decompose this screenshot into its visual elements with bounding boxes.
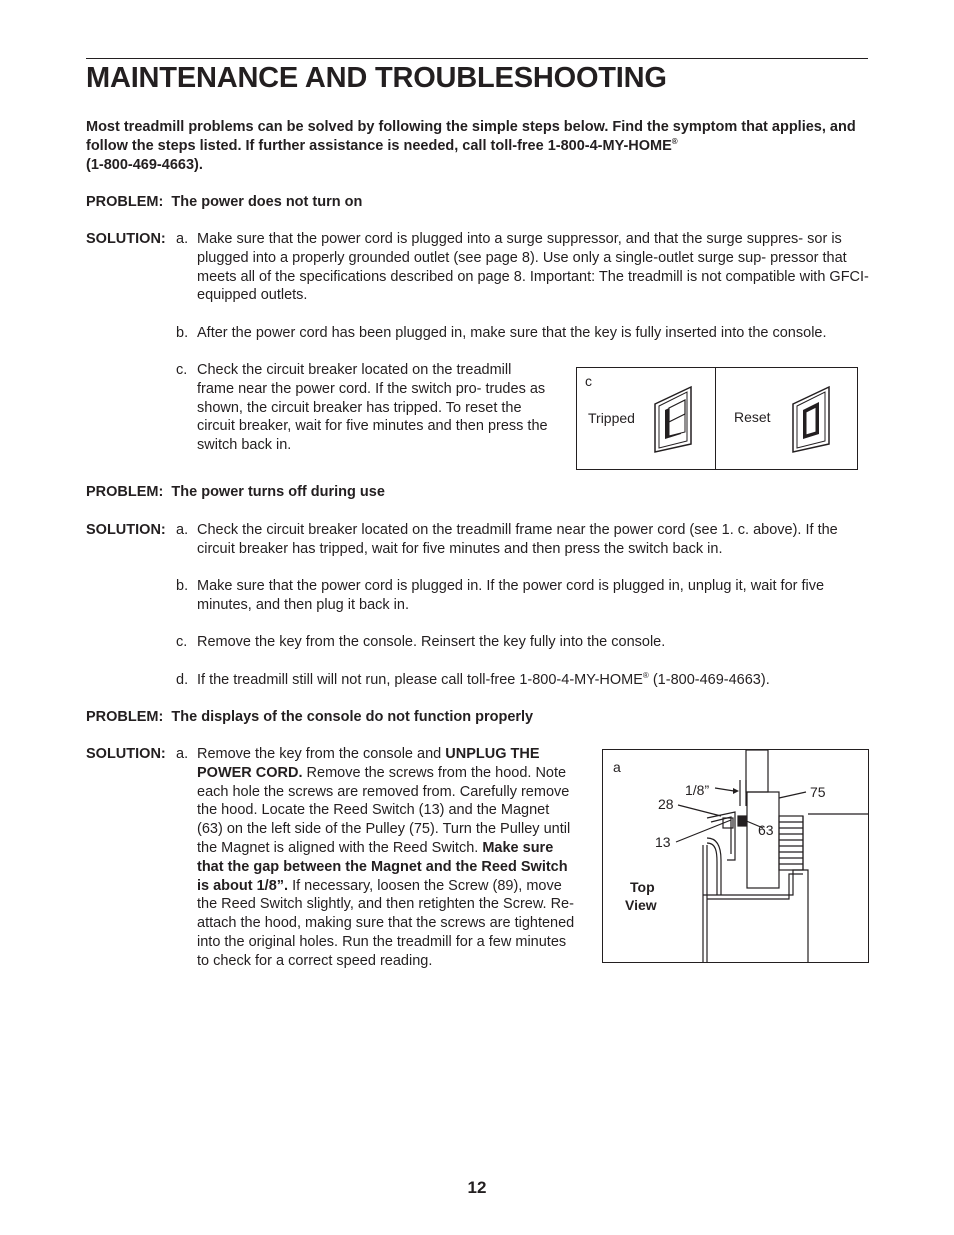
solution-1-label: SOLUTION: [86, 231, 166, 247]
problem-title: The displays of the console do not function properly [171, 709, 534, 725]
step-letter: a. [176, 231, 189, 247]
step-letter: b. [176, 325, 189, 341]
step-text [197, 745, 579, 971]
solution-3-label: SOLUTION: [86, 746, 166, 762]
problem-title: The power does not turn on [171, 194, 363, 210]
step-text-pre: If the treadmill still will not run, please call toll-free 1-800-4-MY-HOME [197, 672, 643, 688]
figure-divider [715, 368, 716, 469]
reed-switch-figure [602, 749, 869, 963]
problem-label: PROBLEM: [86, 194, 164, 210]
step-letter: b. [176, 578, 189, 594]
step-text-part: Remove the key from the console and [197, 746, 446, 762]
step-text-part: If necessary, loosen the Screw (89), move the Reed Switch slightly, and then retighten the Screw. Re- attach the hood, making sure that the screws are tightened into the original holes. Run the treadmill for a few minutes to check for a correct speed reading. [197, 877, 575, 969]
part-75-label: 75 [810, 784, 826, 800]
reset-label: Reset [734, 409, 771, 425]
view-label-bottom: View [625, 897, 657, 913]
step-text: Check the circuit breaker located on the treadmill frame near the power cord (see 1. c. above). If the circuit breaker has tripped, wait for five minutes and then press the switch back in. [197, 522, 838, 557]
step-text: Remove the key from the console. Reinsert the key fully into the console. [197, 634, 666, 650]
step-text-bold: UNPLUG THE POWER CORD. [197, 746, 540, 781]
step-letter: d. [176, 672, 189, 688]
step-text: Make sure that the power cord is plugged in. If the power cord is plugged in, unplug it, wait for five minutes, and then plug it back in. [197, 578, 825, 613]
tripped-label: Tripped [588, 410, 635, 426]
view-label-top: Top [630, 879, 655, 895]
problem-label: PROBLEM: [86, 709, 164, 725]
step-text-bold: Make sure that the gap between the Magnet and the Reed Switch is about 1/8”. [197, 839, 568, 894]
intro-text: Most treadmill problems can be solved by following the simple steps below. Find the symptom that applies, and follow the steps listed. If further assistance is needed, call toll-free 1-800-4-MY-HOME [86, 119, 856, 154]
step-text [197, 671, 869, 690]
circuit-breaker-figure [576, 367, 858, 470]
problem-label: PROBLEM: [86, 484, 164, 500]
step-text: Check the circuit breaker located on the treadmill frame near the power cord. If the switch pro- trudes as shown, the circuit breaker has tripped. To reset the circuit breaker, wait for five minutes and then press the switch back in. [197, 362, 548, 454]
part-28-label: 28 [658, 796, 674, 812]
step-text: After the power cord has been plugged in, make sure that the key is fully inserted into the console. [197, 325, 827, 341]
figure-letter: a [613, 759, 621, 775]
problem-1-heading [86, 193, 362, 212]
page-number: 12 [467, 1178, 487, 1197]
page-title: MAINTENANCE AND TROUBLESHOOTING [86, 62, 667, 94]
reed-switch-diagram [603, 750, 868, 962]
step-text-post: (1-800-469-4663). [648, 672, 770, 688]
reset-switch-icon [791, 384, 839, 454]
step-letter: a. [176, 522, 189, 538]
step-letter: c. [176, 634, 188, 650]
problem-3-heading [86, 708, 533, 727]
intro-paragraph [86, 118, 876, 174]
step-letter: c. [176, 362, 188, 378]
figure-letter: c [585, 373, 592, 389]
part-63-label: 63 [758, 822, 774, 838]
step-text: Make sure that the power cord is plugged into a surge suppressor, and that the surge suppres- sor is plugged into a properly grounded outlet (see page 8). Use only a single-outlet surge sup- pressor that meets all of the specifications described on page 8. Important: The treadmill is not compatible with GFCI-equipped outlets. [197, 231, 869, 304]
solution-2-label: SOLUTION: [86, 522, 166, 538]
step-letter: a. [176, 746, 189, 762]
tripped-switch-icon [653, 384, 701, 454]
problem-title: The power turns off during use [171, 484, 385, 500]
registered-mark: ® [671, 136, 678, 146]
step-text-part: Remove the screws from the hood. Note each hole the screws are removed from. Carefully remove the hood. Locate the Reed Switch (13) and the Magnet (63) on the left side of the Pulley (75). Turn the Pulley until the Magnet is aligned with the Reed Switch. [197, 764, 571, 856]
gap-label: 1/8” [685, 782, 710, 798]
problem-2-heading [86, 483, 385, 502]
part-13-label: 13 [655, 834, 671, 850]
registered-mark: ® [642, 671, 649, 681]
intro-phone: (1-800-469-4663). [86, 156, 203, 173]
